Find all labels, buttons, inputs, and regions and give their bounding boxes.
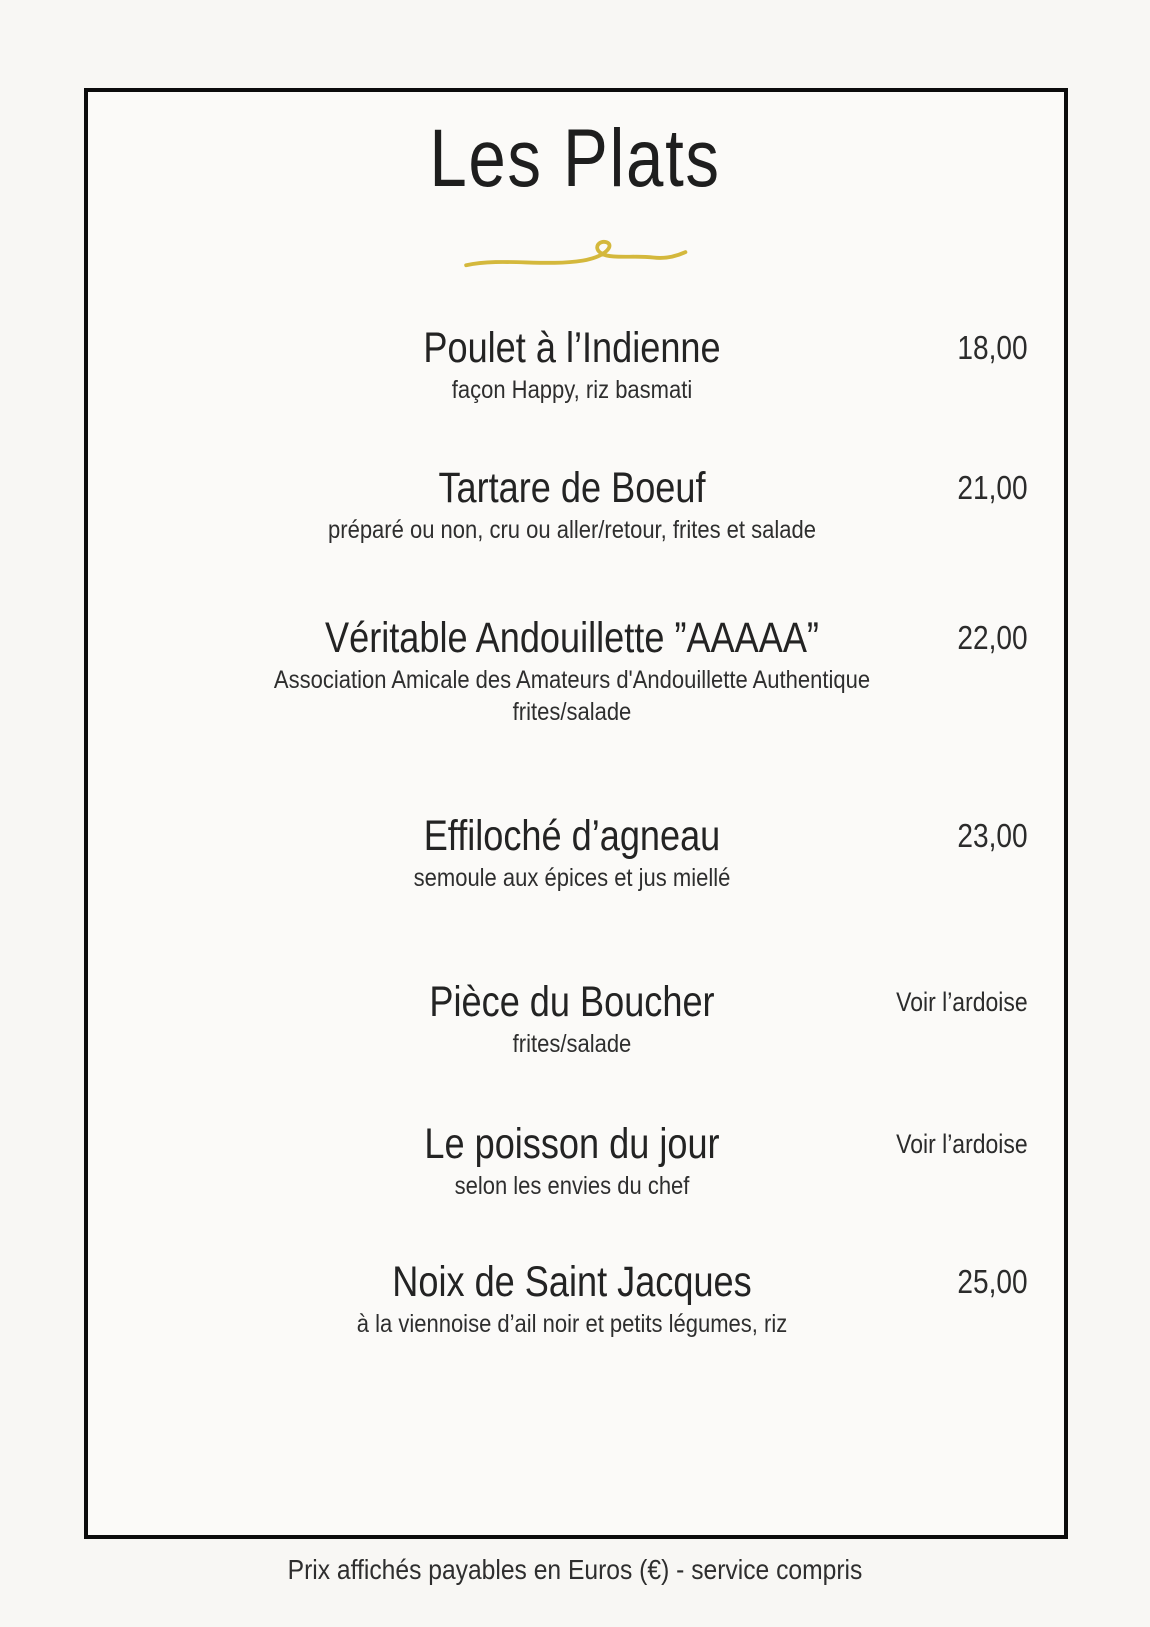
menu-item <box>84 322 1060 406</box>
menu-item-price: 22,00 <box>957 619 1028 656</box>
menu-item <box>84 612 1060 728</box>
menu-item-description: à la viennoise d’ail noir et petits légumes, riz <box>356 1310 788 1338</box>
menu-item-description: semoule aux épices et jus miellé <box>413 864 731 892</box>
menu-item-price: 25,00 <box>957 1263 1028 1300</box>
menu-item-name: Poulet à l’Indienne <box>423 324 721 372</box>
menu-item-price: Voir l’ardoise <box>896 1129 1028 1159</box>
menu-item <box>84 462 1060 546</box>
menu-item-name: Tartare de Boeuf <box>438 464 706 512</box>
menu-item-description: façon Happy, riz basmati <box>451 376 693 404</box>
menu-item-description: selon les envies du chef <box>454 1172 690 1200</box>
menu-item-name: Pièce du Boucher <box>429 978 715 1026</box>
menu-item <box>84 1256 1060 1340</box>
menu-item <box>84 1118 1060 1202</box>
menu-item-name: Le poisson du jour <box>424 1120 720 1168</box>
menu-item-price: Voir l’ardoise <box>896 987 1028 1017</box>
menu-item-price: 18,00 <box>957 329 1028 366</box>
menu-item-description: frites/salade <box>512 698 632 726</box>
menu-item-description: Association Amicale des Amateurs d'Andouillette Authentique <box>273 666 871 694</box>
menu-item-name: Noix de Saint Jacques <box>392 1258 752 1306</box>
menu-footer-note: Prix affichés payables en Euros (€) - service compris <box>287 1554 863 1585</box>
menu-item-description: frites/salade <box>512 1030 632 1058</box>
menu-item-price: 21,00 <box>957 469 1028 506</box>
menu-item-name: Effiloché d’agneau <box>423 812 721 860</box>
menu-title: Les Plats <box>429 113 721 204</box>
menu-item-description: préparé ou non, cru ou aller/retour, frites et salade <box>328 516 816 544</box>
menu-item-name: Véritable Andouillette ”AAAAA” <box>325 614 819 662</box>
menu-item-price: 23,00 <box>957 817 1028 854</box>
menu-item <box>84 976 1060 1060</box>
menu-item <box>84 810 1060 894</box>
squiggle-divider <box>0 234 1150 283</box>
squiggle-icon <box>460 265 690 282</box>
